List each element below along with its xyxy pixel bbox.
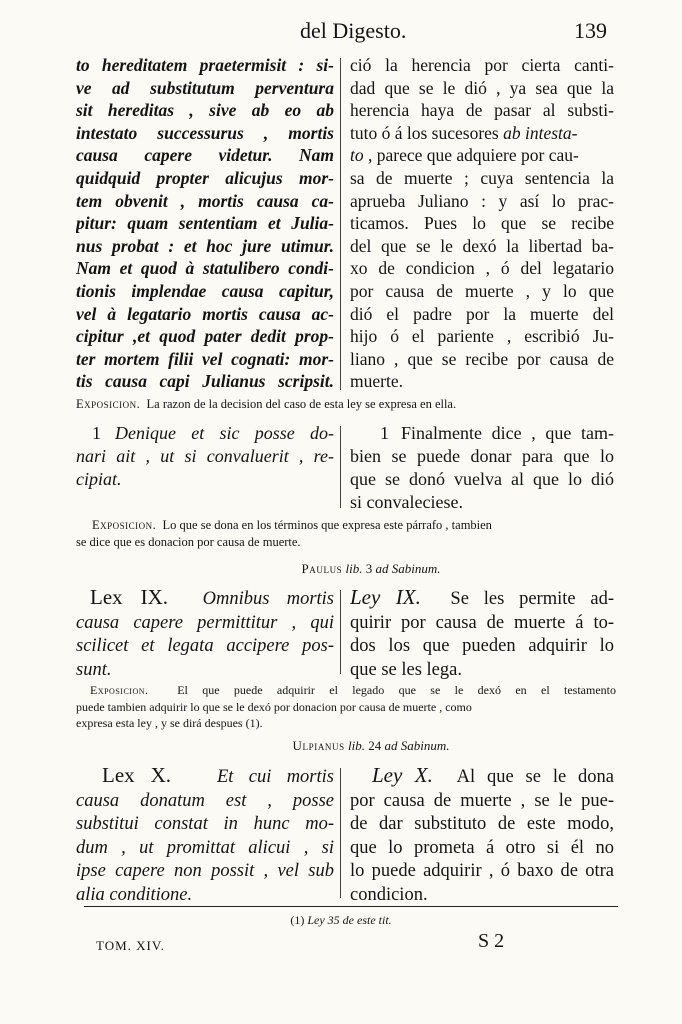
page-number: 139 — [574, 18, 607, 43]
spanish-line: por causa de muerte , se le pue- — [350, 790, 614, 811]
paragraph-number: 1 — [380, 423, 389, 443]
latin-line: causa capere permittitur , qui — [76, 612, 334, 633]
signature-mark: S 2 — [478, 930, 505, 952]
spanish-line: bien se puede donar para que lo — [350, 446, 614, 466]
spanish-line: dió el padre por la muerte del — [350, 303, 614, 324]
footnote-rule — [84, 906, 618, 907]
spanish-line: dos los que pueden adquirir lo — [350, 636, 614, 656]
exposicion-text: puede tambien adquirir lo que se le dexó por donacion por causa de muerte , como — [76, 699, 472, 714]
exposicion-text: expresa esta ley , y se dirá despues (1). — [76, 716, 263, 730]
spanish-column — [350, 54, 614, 393]
column-divider — [340, 768, 341, 898]
spanish-line: muerte. — [350, 371, 403, 392]
ley-heading: Ley IX. — [350, 586, 421, 609]
latin-line: nari ait , ut si convaluerit , re- — [76, 446, 334, 466]
latin-line: dum , ut promittat alicui , si — [76, 837, 334, 858]
footnote-mark: (1) — [290, 913, 305, 927]
source-number: 3 — [365, 561, 373, 576]
source-work: ad Sabinum. — [375, 561, 441, 576]
spanish-column — [350, 586, 614, 682]
section-1 — [76, 54, 616, 394]
spanish-line: condicion. — [350, 884, 428, 905]
running-title: del Digesto. — [300, 18, 407, 43]
spanish-line: de dar substituto de este modo, — [350, 814, 614, 834]
spanish-line: si convaleciese. — [350, 492, 463, 512]
italic-phrase: to — [350, 145, 364, 166]
exposicion-label: Exposicion. — [90, 683, 149, 697]
latin-column — [76, 764, 334, 907]
running-header — [0, 14, 682, 46]
source-author: Paulus — [301, 561, 343, 576]
latin-line: Lex X. Et cui mortis — [102, 764, 334, 787]
latin-line: tis causa capi Julianus scripsit. — [76, 371, 334, 392]
latin-line: vel à legatario mortis causa ac- — [76, 303, 334, 324]
latin-line: nus probat : et hoc jure utimur. — [76, 235, 334, 256]
latin-line: ve ad substitutum perventura — [76, 77, 334, 98]
latin-line: to hereditatem praetermisit : si- — [76, 55, 334, 75]
latin-line: substitui constat in hunc mo- — [76, 814, 334, 834]
ley-heading: Ley X. — [372, 764, 433, 787]
latin-line: tionis implendae causa capitur, — [76, 280, 334, 301]
source-lib: lib. — [345, 561, 363, 576]
column-divider — [340, 426, 341, 508]
lex-heading: Lex IX. — [90, 586, 168, 609]
exposicion-1 — [76, 396, 616, 413]
latin-line: sunt. — [76, 659, 112, 680]
footnote — [0, 913, 682, 928]
exposicion-label: Exposicion. — [92, 518, 157, 532]
spanish-line: lo puede adquirir , ó baxo de otra — [350, 861, 614, 881]
spanish-line: que lo prometa á otro si él no — [350, 837, 614, 858]
exposicion-text: Lo que se dona en los términos que expresa este párrafo , tambien — [162, 518, 492, 532]
spanish-line: hijo ó el pariente , escribió Ju- — [350, 326, 614, 347]
column-divider — [340, 58, 341, 390]
latin-line: sit hereditas , sive ab eo ab — [76, 100, 334, 121]
column-divider — [340, 590, 341, 674]
exposicion-2 — [76, 517, 616, 551]
latin-line: quidquid propter alicujus mor- — [76, 167, 334, 188]
source-number: 24 — [368, 738, 382, 753]
spanish-column — [350, 764, 614, 907]
spanish-line: 1 Finalmente dice , que tam- — [380, 423, 614, 443]
latin-line: 1 Denique et sic posse do- — [92, 423, 334, 443]
spanish-line: Ley IX. Se les permite ad- — [350, 586, 614, 609]
spanish-line: ció la herencia por cierta canti- — [350, 55, 614, 75]
section-4 — [76, 764, 616, 904]
spanish-column — [350, 422, 614, 514]
spanish-line: que se donó vuelva al que lo dió — [350, 469, 614, 489]
latin-column — [76, 422, 334, 491]
spanish-line: quirir por causa de muerte á to- — [350, 612, 614, 633]
source-author: Ulpianus — [292, 738, 345, 753]
latin-line: Lex IX. Omnibus mortis — [90, 586, 334, 609]
spanish-line: sa de muerte ; cuya sentencia la — [350, 167, 614, 188]
exposicion-3 — [76, 682, 616, 732]
latin-line: causa donatum est , posse — [76, 790, 334, 811]
footnote-text: Ley 35 de este tit. — [307, 913, 392, 927]
spanish-line: liano , que se recibe por causa de — [350, 348, 614, 369]
latin-line: causa capere videtur. Nam — [76, 145, 334, 166]
latin-line: tem obvenit , mortis causa ca- — [76, 190, 334, 211]
latin-line: alia conditione. — [76, 884, 193, 905]
exposicion-text: se dice que es donacion por causa de muerte. — [76, 535, 301, 549]
section-3 — [76, 586, 616, 680]
volume-label: TOM. XIV. — [96, 938, 165, 953]
latin-line: ter mortem filii vel cognati: mor- — [76, 348, 334, 369]
spanish-line: xo de condicion , ó del legatario — [350, 258, 614, 279]
latin-column — [76, 54, 334, 393]
spanish-line: herencia haya de pasar al substi- — [350, 100, 614, 121]
lex-heading: Lex X. — [102, 764, 172, 787]
latin-line: cipiat. — [76, 469, 122, 489]
section-2 — [76, 422, 616, 518]
latin-line: Nam et quod à statulibero condi- — [76, 258, 334, 279]
latin-line: intestato successurus , mortis — [76, 122, 334, 143]
spanish-line: aprueba Juliano : y así lo prac- — [350, 190, 614, 211]
spanish-line-rest: , parece que adquiere por cau- — [363, 145, 579, 166]
paragraph-number: 1 — [92, 423, 101, 443]
exposicion-text: La razon de la decision del caso de esta ley se expresa en ella. — [146, 397, 457, 411]
source-lib: lib. — [347, 738, 365, 753]
exposicion-text: El que puede adquirir el legado que se le dexó en el testamento — [177, 683, 616, 697]
latin-line: pitur: quam sententiam et Julia- — [76, 213, 334, 234]
latin-line: scilicet et legata accipere pos- — [76, 636, 334, 656]
spanish-line: tuto ó á los sucesores ab intesta- — [350, 122, 578, 143]
source-citation — [0, 561, 682, 577]
spanish-line — [350, 144, 614, 167]
spanish-line: dad que se le dió , ya sea que la — [350, 77, 614, 98]
spanish-line: por causa de muerte , y lo que — [350, 280, 614, 301]
latin-column — [76, 586, 334, 682]
exposicion-label: Exposicion. — [76, 397, 141, 411]
spanish-line: que se les lega. — [350, 659, 462, 680]
source-work: ad Sabinum. — [384, 738, 450, 753]
spanish-line: Ley X. Al que se le dona — [372, 764, 614, 787]
latin-line: cipitur ,et quod pater dedit prop- — [76, 326, 334, 347]
latin-line: ipse capere non possit , vel sub — [76, 861, 334, 881]
source-citation — [0, 738, 682, 754]
spanish-line: del que se le dexó la libertad ba- — [350, 235, 614, 256]
italic-phrase: ab intesta- — [503, 122, 578, 143]
spanish-line: ticamos. Pues lo que se recibe — [350, 213, 614, 234]
